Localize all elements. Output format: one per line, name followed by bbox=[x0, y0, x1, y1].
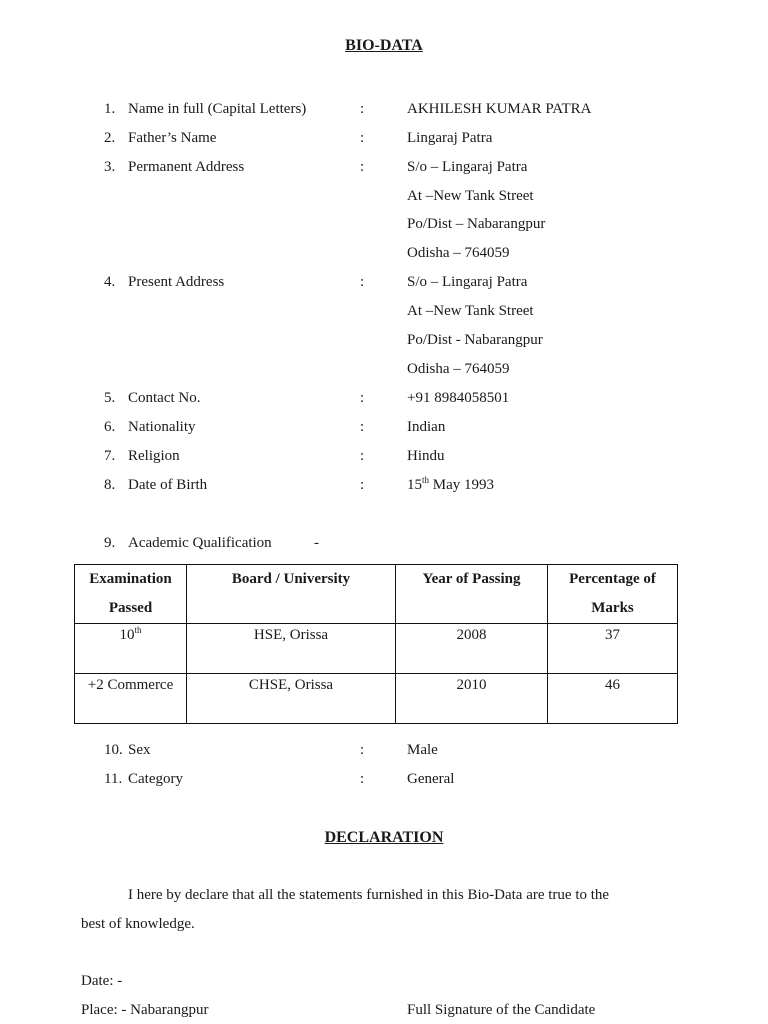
field-colon: : bbox=[360, 130, 365, 146]
field-label: Date of Birth bbox=[128, 477, 208, 493]
field-value: Odisha – 764059 bbox=[407, 245, 510, 261]
field-value: S/o – Lingaraj Patra bbox=[407, 274, 528, 290]
field-number: 6. bbox=[104, 419, 116, 435]
table-header-row bbox=[75, 565, 678, 624]
dob-day: 15 bbox=[407, 477, 422, 493]
cell-percent: 46 bbox=[548, 674, 678, 724]
field-colon: : bbox=[360, 159, 365, 175]
address-line bbox=[0, 245, 768, 274]
field-value: General bbox=[407, 771, 455, 787]
column-header-examination: Examination Passed bbox=[75, 565, 187, 624]
field-nationality bbox=[0, 419, 768, 448]
cell-board: CHSE, Orissa bbox=[187, 674, 396, 724]
field-value: Po/Dist - Nabarangpur bbox=[407, 332, 543, 348]
field-category bbox=[0, 771, 768, 800]
field-number: 2. bbox=[104, 130, 116, 146]
field-label: Category bbox=[128, 771, 183, 787]
field-sex bbox=[0, 742, 768, 771]
field-colon: : bbox=[360, 419, 365, 435]
field-dash: - bbox=[314, 535, 319, 551]
field-label: Contact No. bbox=[128, 390, 201, 406]
cell-percent: 37 bbox=[548, 624, 678, 674]
address-line bbox=[0, 361, 768, 390]
field-fathers-name bbox=[0, 130, 768, 159]
field-date-of-birth bbox=[0, 477, 768, 506]
field-value: At –New Tank Street bbox=[407, 188, 534, 204]
field-number: 7. bbox=[104, 448, 116, 464]
address-line bbox=[0, 216, 768, 245]
page-title: BIO-DATA bbox=[345, 37, 423, 54]
declaration-text: best of knowledge. bbox=[81, 916, 195, 932]
academic-table bbox=[74, 564, 678, 724]
field-permanent-address bbox=[0, 159, 768, 188]
field-colon: : bbox=[360, 477, 365, 493]
dob-rest: May 1993 bbox=[429, 477, 495, 493]
field-number: 5. bbox=[104, 390, 116, 406]
address-line bbox=[0, 303, 768, 332]
field-present-address bbox=[0, 274, 768, 303]
cell-year: 2010 bbox=[396, 674, 548, 724]
table-row bbox=[75, 674, 678, 724]
field-colon: : bbox=[360, 771, 365, 787]
column-header-board: Board / University bbox=[187, 565, 396, 624]
field-contact bbox=[0, 390, 768, 419]
cell-exam: +2 Commerce bbox=[75, 674, 187, 724]
dob-suffix: th bbox=[422, 475, 430, 485]
field-number: 8. bbox=[104, 477, 116, 493]
cell-exam: 10th bbox=[75, 624, 187, 674]
field-number: 4. bbox=[104, 274, 116, 290]
field-religion bbox=[0, 448, 768, 477]
field-colon: : bbox=[360, 274, 365, 290]
address-line bbox=[0, 188, 768, 217]
field-colon: : bbox=[360, 742, 365, 758]
field-academic-qualification bbox=[0, 535, 768, 564]
field-label: Academic Qualification bbox=[128, 535, 272, 551]
column-header-percentage: Percentage of Marks bbox=[548, 565, 678, 624]
cell-year: 2008 bbox=[396, 624, 548, 674]
field-label: Nationality bbox=[128, 419, 196, 435]
address-line bbox=[0, 332, 768, 361]
field-number: 11. bbox=[104, 771, 123, 787]
field-label: Present Address bbox=[128, 274, 225, 290]
field-value: S/o – Lingaraj Patra bbox=[407, 159, 528, 175]
field-label: Religion bbox=[128, 448, 180, 464]
field-value: Lingaraj Patra bbox=[407, 130, 493, 146]
column-header-year: Year of Passing bbox=[396, 565, 548, 624]
place-field: Place: - Nabarangpur bbox=[81, 1002, 209, 1018]
date-field: Date: - bbox=[81, 973, 123, 989]
declaration-title: DECLARATION bbox=[324, 829, 444, 846]
field-number: 3. bbox=[104, 159, 116, 175]
field-value: Male bbox=[407, 742, 438, 758]
field-label: Father’s Name bbox=[128, 130, 217, 146]
field-colon: : bbox=[360, 448, 365, 464]
field-colon: : bbox=[360, 390, 365, 406]
declaration-text: I here by declare that all the statements furnished in this Bio-Data are true to the bbox=[128, 887, 610, 903]
field-value: At –New Tank Street bbox=[407, 303, 534, 319]
field-number: 9. bbox=[104, 535, 116, 551]
field-number: 1. bbox=[104, 101, 116, 117]
field-value: AKHILESH KUMAR PATRA bbox=[407, 101, 592, 117]
field-colon: : bbox=[360, 101, 365, 117]
field-value: Indian bbox=[407, 419, 446, 435]
field-value: +91 8984058501 bbox=[407, 390, 510, 406]
field-value: Po/Dist – Nabarangpur bbox=[407, 216, 546, 232]
field-label: Permanent Address bbox=[128, 159, 245, 175]
field-value: Hindu bbox=[407, 448, 445, 464]
table-row bbox=[75, 624, 678, 674]
field-value: Odisha – 764059 bbox=[407, 361, 510, 377]
field-name bbox=[0, 101, 768, 130]
signature-label: Full Signature of the Candidate bbox=[407, 1002, 596, 1018]
field-label: Name in full (Capital Letters) bbox=[128, 101, 307, 117]
field-label: Sex bbox=[128, 742, 151, 758]
field-number: 10. bbox=[104, 742, 123, 758]
field-value bbox=[407, 477, 494, 494]
cell-board: HSE, Orissa bbox=[187, 624, 396, 674]
